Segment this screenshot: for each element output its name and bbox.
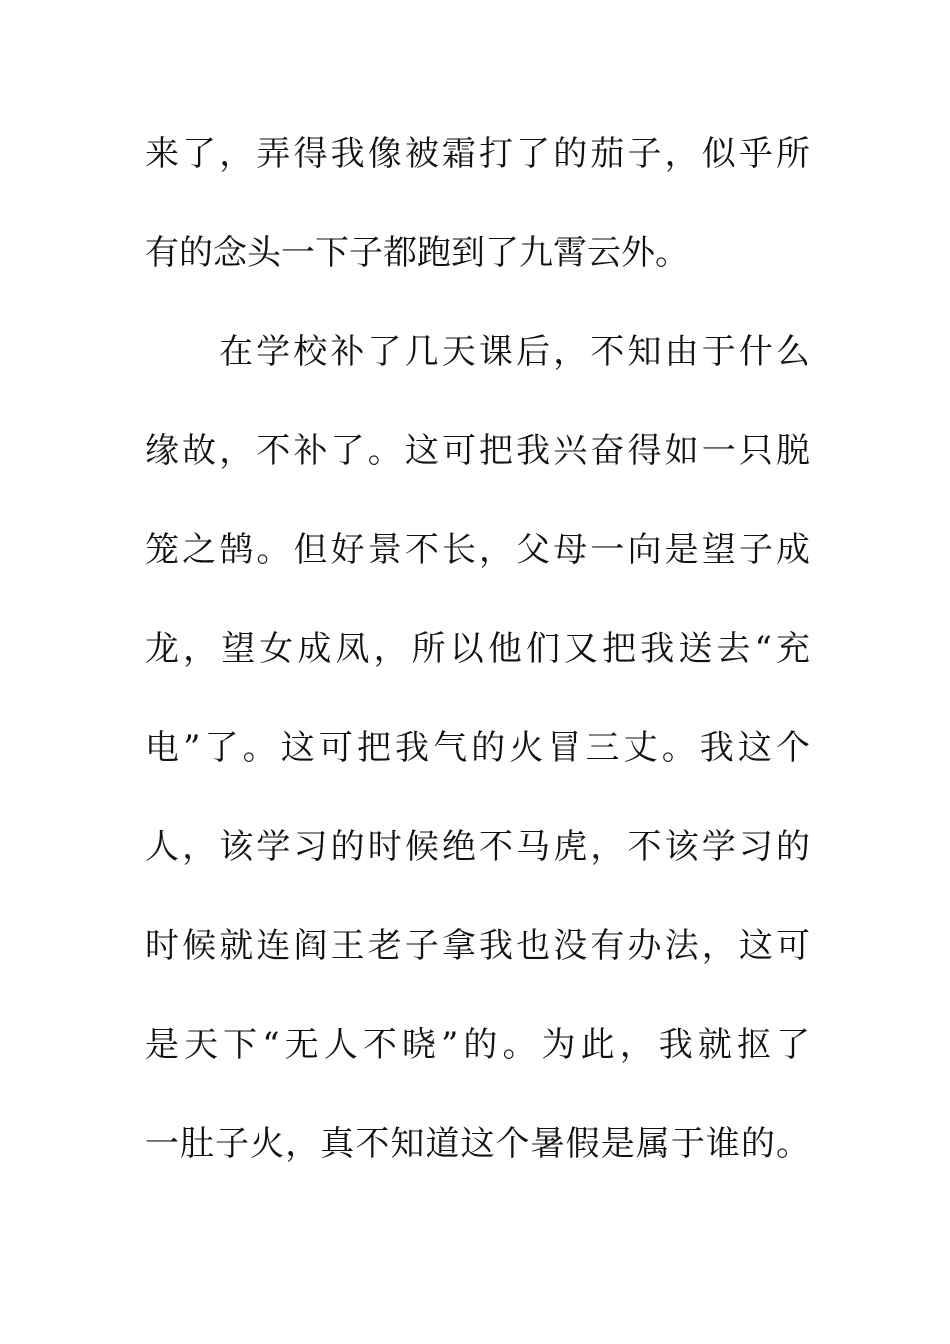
text-line: 电”了。这可把我气的火冒三丈。我这个 [145, 728, 810, 768]
text-line: 缘故，不补了。这可把我兴奋得如一只脱 [145, 431, 810, 471]
text-line: 一肚子火，真不知道这个暑假是属于谁的。 [145, 1124, 810, 1164]
text-line: 笼之鹄。但好景不长，父母一向是望子成 [145, 530, 810, 570]
text-line: 时候就连阎王老子拿我也没有办法，这可 [145, 926, 810, 966]
text-line: 来了，弄得我像被霜打了的茄子，似乎所 [145, 134, 810, 174]
essay-body [145, 122, 810, 1211]
text-line: 是天下“无人不晓”的。为此，我就抠了 [145, 1025, 810, 1065]
text-line: 龙，望女成凤，所以他们又把我送去“充 [145, 629, 810, 669]
text-line: 人，该学习的时候绝不马虎，不该学习的 [145, 827, 810, 867]
paragraph-first-line: 在学校补了几天课后，不知由于什么 [219, 332, 810, 372]
text-line: 有的念头一下子都跑到了九霄云外。 [145, 233, 689, 273]
